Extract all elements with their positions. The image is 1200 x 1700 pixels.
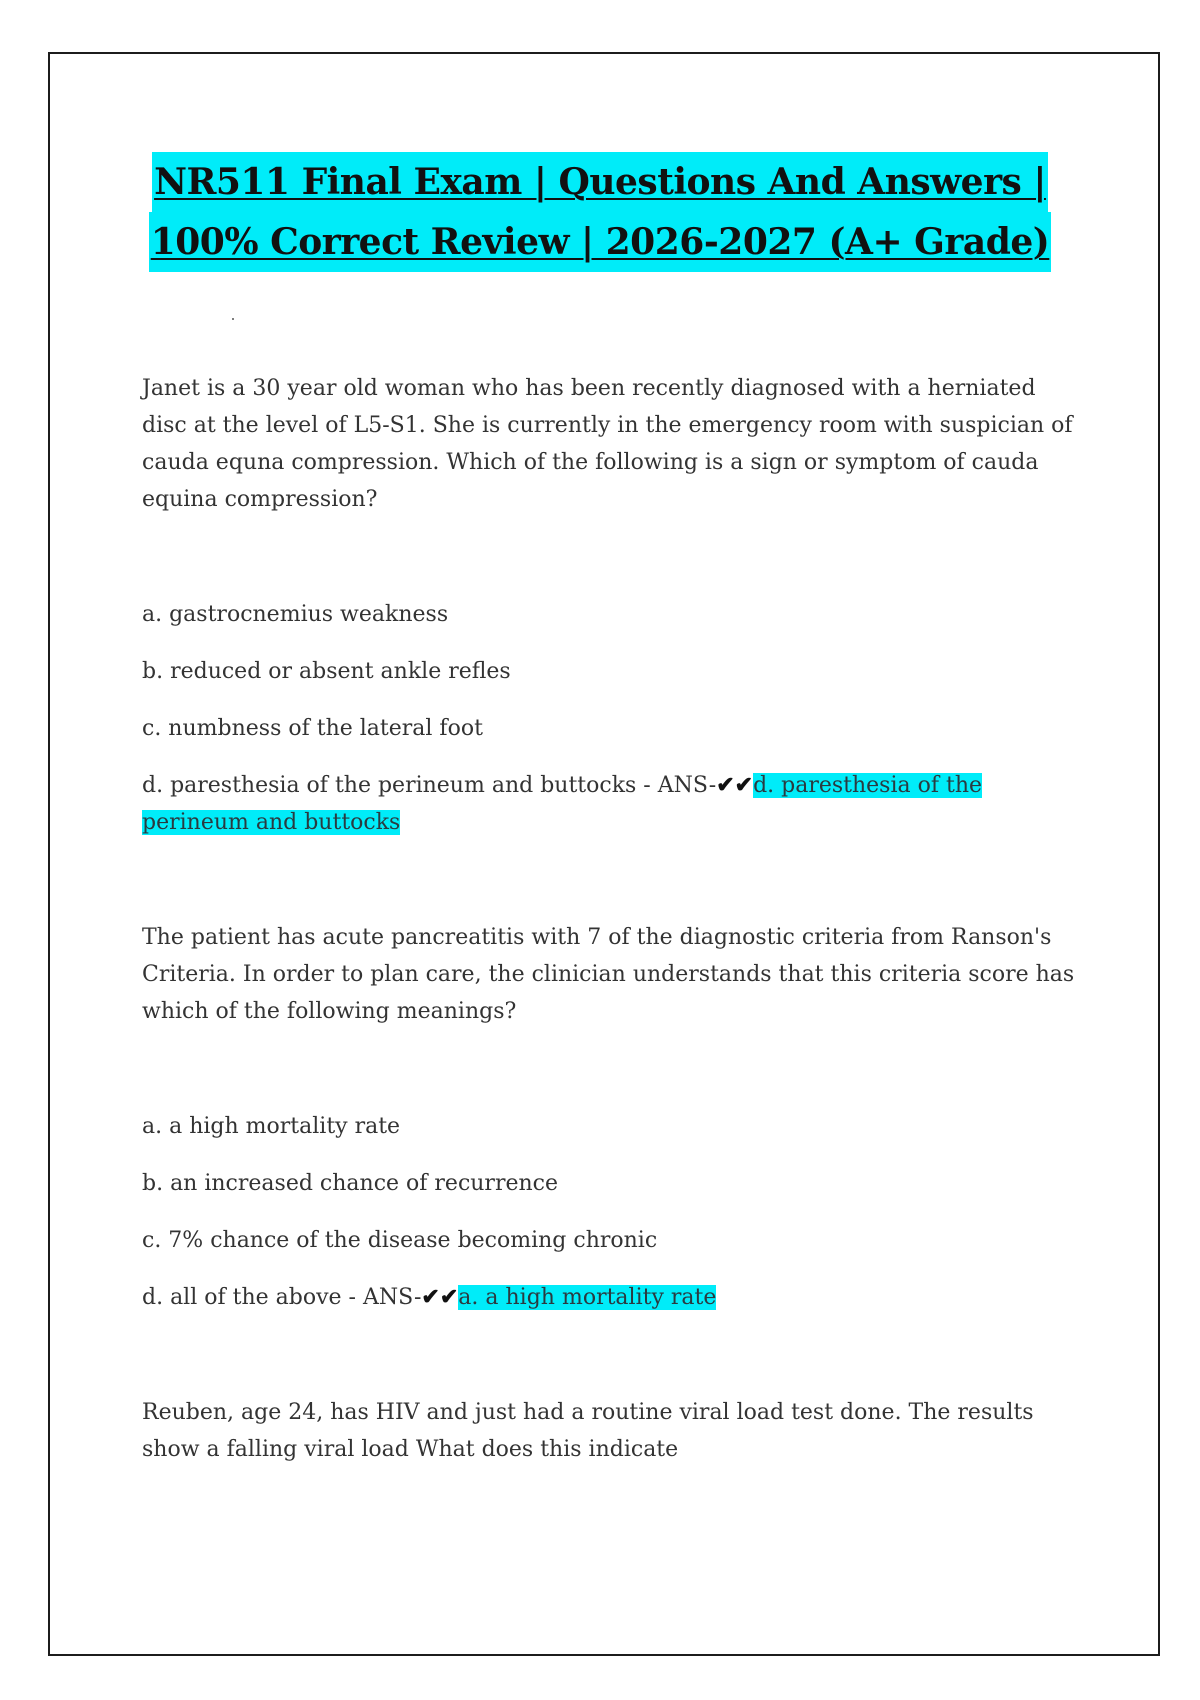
question-1-option-c: c. numbness of the lateral foot	[142, 716, 483, 741]
question-1-options	[142, 596, 1082, 841]
title-line-1: NR511 Final Exam | Questions And Answers |	[152, 152, 1048, 212]
question-1-option-a: a. gastrocnemius weakness	[142, 602, 449, 627]
question-2-option-b: b. an increased chance of recurrence	[142, 1171, 558, 1196]
question-2-option-c: c. 7% chance of the disease becoming chronic	[142, 1228, 658, 1253]
document-body	[142, 370, 1082, 1468]
question-1-text: Janet is a 30 year old woman who has been recently diagnosed with a herniated disc at the level of L5-S1. She is currently in the emergency room with suspician of cauda equna compression. Which of the following is a sign or symptom of cauda equina compression?	[142, 376, 1073, 512]
question-2-option-a: a. a high mortality rate	[142, 1114, 401, 1139]
stray-dot-mark	[232, 318, 234, 320]
question-2-option-d-with-answer	[142, 1279, 1082, 1316]
question-1-option-d: d. paresthesia of the perineum and buttocks	[142, 773, 637, 798]
title-line-2: 100% Correct Review | 2026-2027 (A+ Grade)	[149, 212, 1052, 272]
question-2-options	[142, 1108, 1082, 1316]
double-check-icon: ✔✔	[716, 772, 754, 798]
question-1-option-d-with-answer	[142, 767, 1082, 841]
question-1-option-b: b. reduced or absent ankle refles	[142, 659, 511, 684]
answer-marker: - ANS-	[636, 773, 717, 798]
question-1-answer: d. paresthesia of the perineum and buttocks	[142, 773, 983, 835]
question-2-option-d: d. all of the above	[142, 1285, 342, 1310]
document-title	[100, 152, 1100, 272]
answer-marker: - ANS-	[341, 1285, 422, 1310]
question-3-text: Reuben, age 24, has HIV and just had a routine viral load test done. The results show a falling viral load What does this indicate	[142, 1400, 1034, 1462]
double-check-icon: ✔✔	[421, 1284, 459, 1310]
question-2-text: The patient has acute pancreatitis with 7 of the diagnostic criteria from Ranson's Criteria. In order to plan care, the clinician understands that this criteria score has which of the following meanings?	[142, 925, 1075, 1024]
question-2-answer: a. a high mortality rate	[458, 1285, 717, 1310]
